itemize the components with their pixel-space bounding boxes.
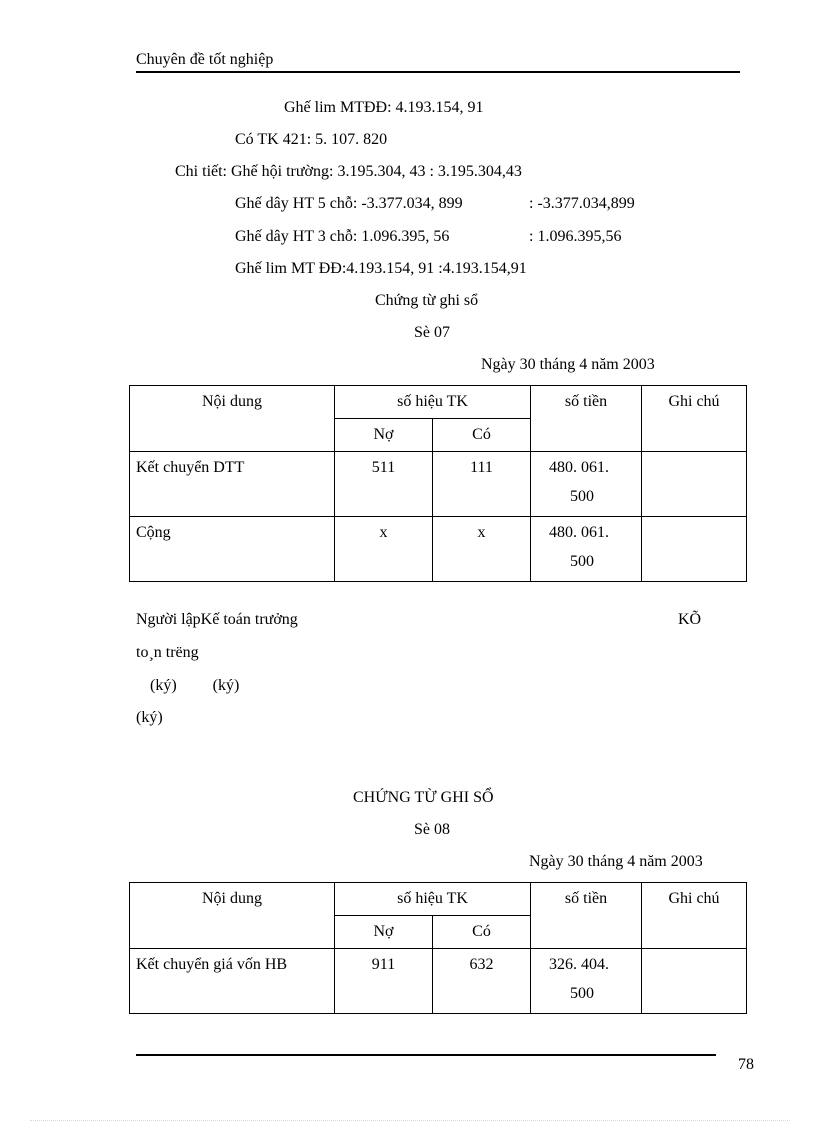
footer-rule [136,1054,716,1056]
page-number: 78 [738,1056,754,1073]
column-header-credit: Có [433,419,531,452]
cell-debit: 911 [335,949,433,1014]
bottom-dotted-border [30,1120,790,1121]
amount-line-2: 500 [570,985,594,1002]
voucher-date: Ngày 30 tháng 4 năm 2003 [481,356,655,373]
cell-note [642,452,747,517]
signature-line: to¸n trëng [136,644,199,661]
cell-debit: x [335,517,433,582]
entry-line: Có TK 421: 5. 107. 820 [235,131,388,148]
cell-content: Kết chuyển giá vốn HB [130,949,335,1014]
signature-line: (ký) [136,709,163,726]
entry-line-amount: : 1.096.395,56 [529,228,622,245]
entry-line: Ghế lim MT ĐĐ:4.193.154, 91 :4.193.154,91 [235,260,527,277]
voucher-date: Ngày 30 tháng 4 năm 2003 [529,853,703,870]
amount-line-2: 500 [570,488,594,505]
column-header-account: số hiệu TK [335,883,531,916]
column-header-content: Nội dung [130,883,335,949]
header-rule [136,71,740,73]
voucher-number: Sè 08 [414,821,450,838]
cell-note [642,517,747,582]
table-row [130,517,747,582]
column-header-debit: Nợ [335,419,433,452]
cell-debit: 511 [335,452,433,517]
column-header-amount: số tiền [531,386,642,452]
cell-amount [531,517,642,582]
table-row [130,949,747,1014]
voucher-title: CHỨNG TỪ GHI SỔ [353,789,494,806]
voucher-title: Chứng từ ghi sổ [375,292,479,309]
amount-line-1: 326. 404. [549,956,609,973]
entry-line: Chi tiết: Ghế hội trường: 3.195.304, 43 : 3.195.304,43 [175,163,522,180]
entry-line-amount: : -3.377.034,899 [529,195,635,212]
cell-content: Kết chuyển DTT [130,452,335,517]
cell-credit: 632 [433,949,531,1014]
voucher-table [129,385,747,582]
column-header-note: Ghi chú [642,386,747,452]
cell-content: Cộng [130,517,335,582]
cell-credit: 111 [433,452,531,517]
document-header-title: Chuyên đề tốt nghiệp [136,51,274,68]
signature-line: (ký) (ký) [150,677,240,694]
column-header-credit: Có [433,916,531,949]
amount-line-2: 500 [570,553,594,570]
column-header-amount: số tiền [531,883,642,949]
column-header-debit: Nợ [335,916,433,949]
cell-credit: x [433,517,531,582]
table-row [130,452,747,517]
amount-line-1: 480. 061. [549,459,609,476]
entry-line: Ghế dây HT 5 chỗ: -3.377.034, 899 [235,195,463,212]
entry-line: Ghế dây HT 3 chỗ: 1.096.395, 56 [235,228,450,245]
column-header-note: Ghi chú [642,883,747,949]
cell-amount [531,452,642,517]
column-header-content: Nội dung [130,386,335,452]
cell-note [642,949,747,1014]
cell-amount [531,949,642,1014]
signature-line-right: KÕ [678,611,702,628]
entry-line: Ghế lim MTĐĐ: 4.193.154, 91 [284,99,484,116]
voucher-number: Sè 07 [414,324,450,341]
amount-line-1: 480. 061. [549,524,609,541]
signature-line: Người lậpKế toán trưởng [136,611,298,628]
column-header-account: số hiệu TK [335,386,531,419]
voucher-table [129,882,747,1014]
